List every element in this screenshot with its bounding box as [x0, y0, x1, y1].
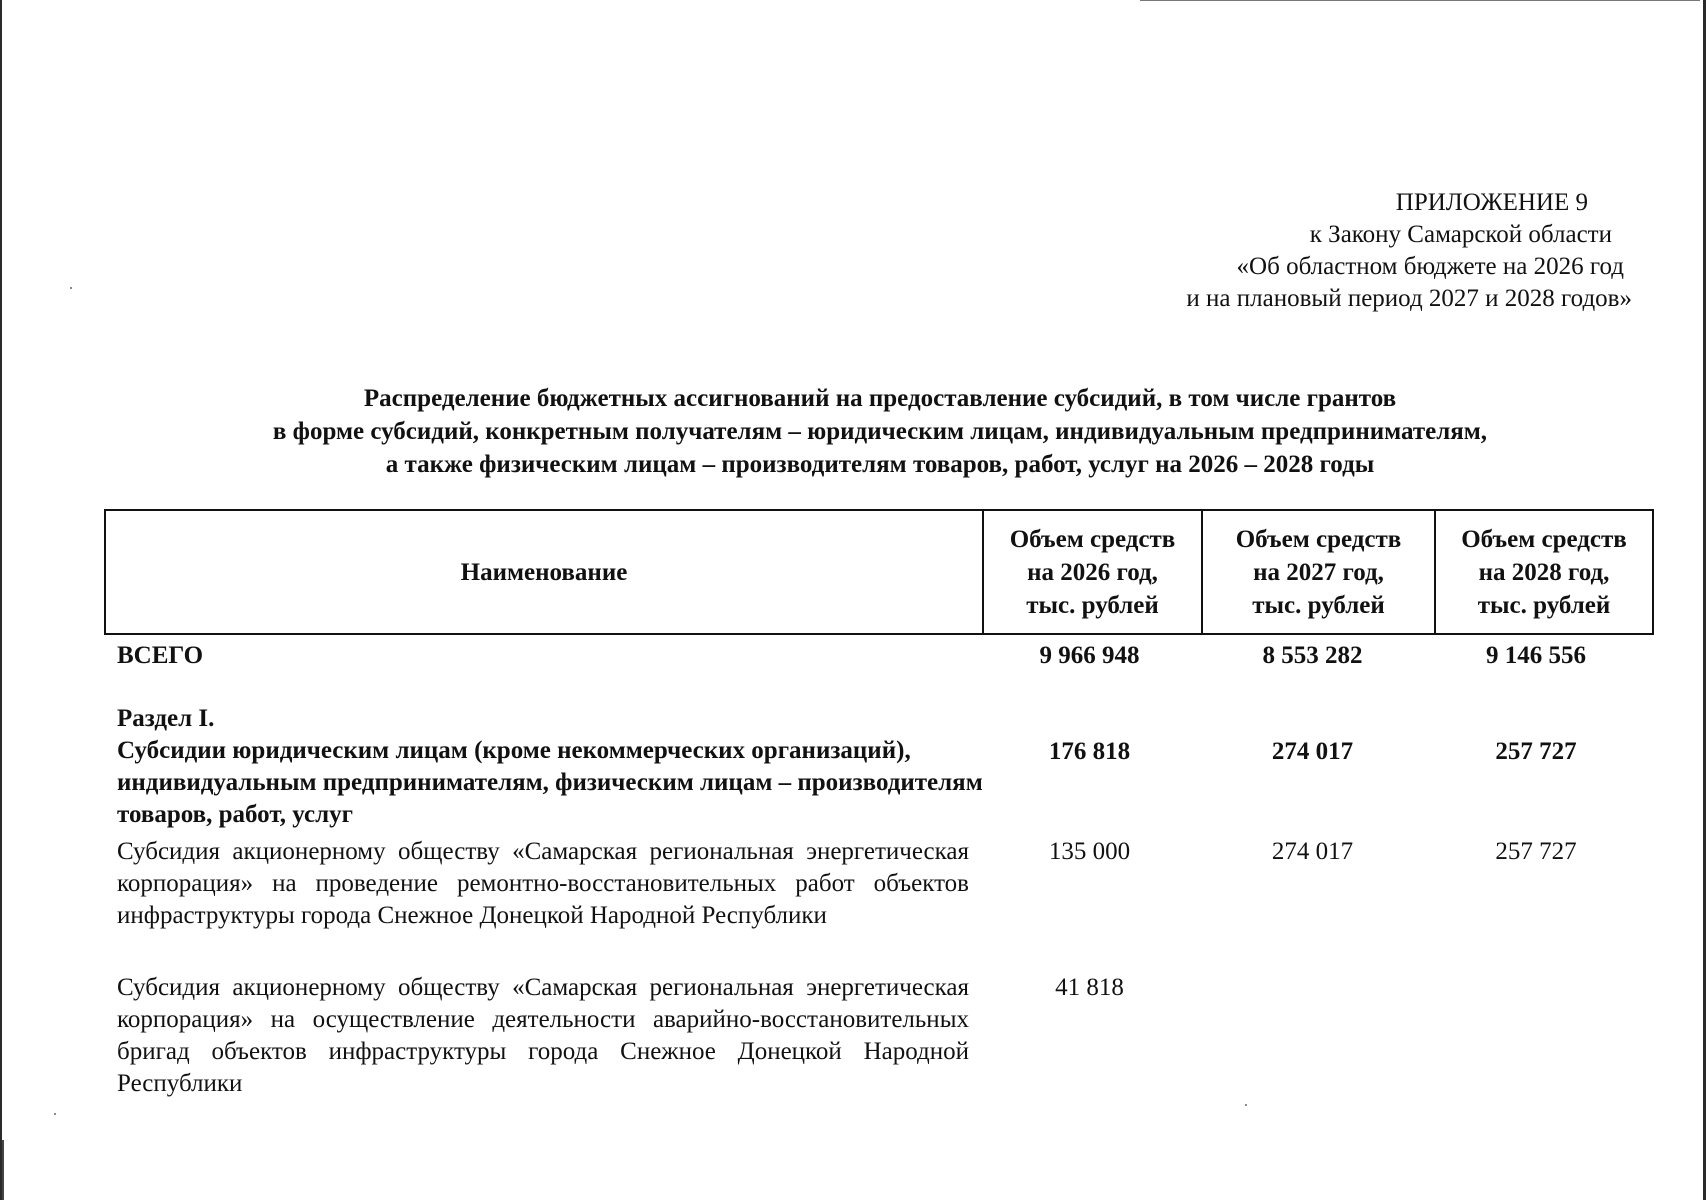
- appendix-law-title-line: «Об областном бюджете на 2026 год: [1236, 253, 1624, 280]
- header-2026: [983, 510, 1202, 634]
- scan-speck: [54, 1113, 56, 1115]
- item-1-2028: 257 727: [1495, 838, 1577, 865]
- header-2026-line-3: тыс. рублей: [1026, 591, 1159, 619]
- document-title: [110, 382, 1650, 481]
- section-2027: 274 017: [1271, 738, 1354, 765]
- item-2-name: Субсидия акционерному обществу «Самарская региональная энергетическая корпорация» на осуществление деятельности аварийно-восстановительных бригад объектов инфраструктуры города Снежное Донецкой Народной Республики: [117, 974, 969, 1097]
- section-2028: 257 727: [1495, 738, 1577, 765]
- total-2028: 9 146 556: [1486, 642, 1586, 669]
- header-name: Наименование: [105, 510, 983, 634]
- title-line-2: в форме субсидий, конкретным получателям – юридическим лицам, индивидуальным предпринимателям,: [272, 418, 1488, 445]
- appendix-law-period-line: и на плановый период 2027 и 2028 годов»: [1186, 285, 1632, 312]
- scan-speck: [1245, 1104, 1247, 1106]
- item-1-name: Субсидия акционерному обществу «Самарская региональная энергетическая корпорация» на проведение ремонтно-восстановительных работ объектов инфраструктуры города Снежное Донецкой Народной Республики: [117, 838, 969, 929]
- total-2027: 8 553 282: [1262, 642, 1363, 669]
- scan-edge-left-mark: [2, 1140, 4, 1200]
- scan-edge-left: [0, 0, 2, 1200]
- header-2028-line-2: на 2028 год,: [1478, 558, 1610, 586]
- item-2-2026: 41 818: [1055, 974, 1124, 1001]
- appendix-header: [932, 187, 1632, 315]
- section-2026: 176 818: [1048, 738, 1131, 765]
- item-1-2027: 274 017: [1271, 838, 1354, 865]
- total-label: ВСЕГО: [117, 642, 204, 669]
- section-name: Субсидии юридическим лицам (кроме некоммерческих организаций), индивидуальным предпринимателям, физическим лицам – производителям товаров, работ, услуг: [117, 737, 983, 828]
- total-2026: 9 966 948: [1039, 642, 1140, 669]
- header-2028-line-1: Объем средств: [1461, 525, 1627, 553]
- header-2027-line-1: Объем средств: [1235, 525, 1402, 553]
- section-row: [117, 703, 987, 831]
- section-number: Раздел I.: [117, 705, 215, 732]
- table-header: [104, 509, 1654, 635]
- scan-edge-top: [1140, 0, 1700, 1]
- header-2027-line-2: на 2027 год,: [1253, 558, 1384, 586]
- appendix-law-line: к Закону Самарской области: [1309, 221, 1612, 248]
- item-1-2026: 135 000: [1048, 838, 1131, 865]
- header-2026-line-2: на 2026 год,: [1027, 558, 1158, 586]
- title-line-1: Распределение бюджетных ассигнований на предоставление субсидий, в том числе грантов: [363, 385, 1397, 412]
- header-2028: [1435, 510, 1653, 634]
- header-2027-line-3: тыс. рублей: [1252, 591, 1385, 619]
- title-line-3: а также физическим лицам – производителям товаров, работ, услуг на 2026 – 2028 годы: [385, 451, 1375, 478]
- header-2026-line-1: Объем средств: [1009, 525, 1176, 553]
- header-2028-line-3: тыс. рублей: [1477, 591, 1611, 619]
- appendix-number: ПРИЛОЖЕНИЕ 9: [1395, 189, 1588, 216]
- scan-speck: [70, 287, 72, 289]
- header-2027: [1202, 510, 1435, 634]
